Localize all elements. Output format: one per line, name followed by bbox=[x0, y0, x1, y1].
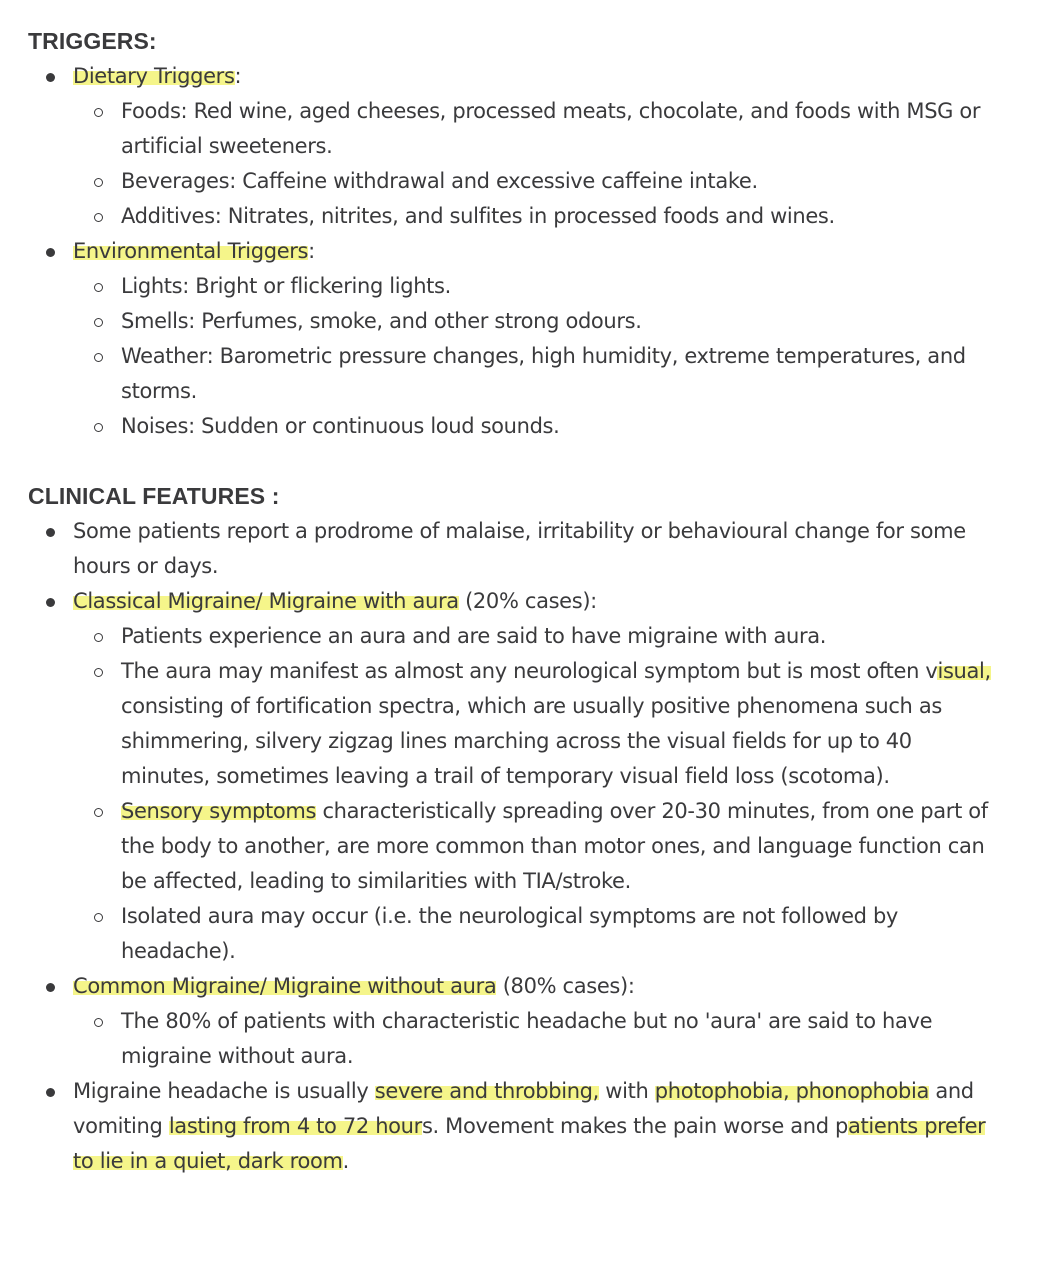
text-run: Lights: Bright or flickering lights. bbox=[121, 274, 451, 298]
highlighted-text: atients prefer to lie in a quiet, dark room bbox=[73, 1114, 986, 1173]
text-run: consisting of fortification spectra, which are usually positive phenomena such as shimmering, silvery zigzag lines marching across the visual fields for up to 40 minutes, sometimes leaving a trail of temporary visual field loss (scotoma). bbox=[121, 694, 942, 788]
text-run: Some patients report a prodrome of malaise, irritability or behavioural change for some hours or days. bbox=[73, 519, 966, 578]
text-run: : bbox=[234, 64, 242, 88]
highlighted-text: Dietary Triggers bbox=[73, 64, 235, 88]
list-item bbox=[28, 584, 1042, 969]
list-item-text bbox=[73, 1074, 1042, 1179]
sub-list-item bbox=[28, 1004, 1042, 1074]
list-item bbox=[28, 234, 1042, 444]
clinical-features-heading: CLINICAL FEATURES : bbox=[28, 483, 280, 509]
hollow-bullet-icon bbox=[94, 178, 103, 187]
bullet-icon bbox=[46, 983, 55, 992]
sub-list-item-text bbox=[121, 1004, 1042, 1074]
text-run: Smells: Perfumes, smoke, and other strong odours. bbox=[121, 309, 642, 333]
list-item-text bbox=[73, 514, 1042, 584]
text-run: Patients experience an aura and are said to have migraine with aura. bbox=[121, 624, 827, 648]
hollow-bullet-icon bbox=[94, 318, 103, 327]
text-run: Foods: Red wine, aged cheeses, processed meats, chocolate, and foods with MSG or artificial sweeteners. bbox=[121, 99, 981, 158]
triggers-list bbox=[28, 59, 1042, 444]
hollow-bullet-icon bbox=[94, 913, 103, 922]
text-run: The 80% of patients with characteristic headache but no 'aura' are said to have migraine without aura. bbox=[121, 1009, 933, 1068]
sub-list-item-text bbox=[121, 164, 1042, 199]
bullet-icon bbox=[46, 73, 55, 82]
bullet-icon bbox=[46, 528, 55, 537]
hollow-bullet-icon bbox=[94, 808, 103, 817]
highlighted-text: photophobia, phonophobia bbox=[654, 1079, 929, 1103]
highlighted-text: Environmental Triggers bbox=[73, 239, 309, 263]
sub-list-item bbox=[28, 269, 1042, 304]
sub-list-item bbox=[28, 304, 1042, 339]
hollow-bullet-icon bbox=[94, 423, 103, 432]
list-item-text bbox=[73, 59, 1042, 94]
hollow-bullet-icon bbox=[94, 633, 103, 642]
triggers-heading: TRIGGERS: bbox=[28, 28, 157, 54]
list-item-text bbox=[73, 234, 1042, 269]
sub-list-item bbox=[28, 164, 1042, 199]
sub-list-item bbox=[28, 94, 1042, 164]
sub-list-item-text bbox=[121, 269, 1042, 304]
sub-list-item bbox=[28, 654, 1042, 794]
sub-list-item-text bbox=[121, 339, 1042, 409]
text-run: Isolated aura may occur (i.e. the neurological symptoms are not followed by headache). bbox=[121, 904, 899, 963]
sub-list bbox=[73, 619, 1042, 969]
text-run: Beverages: Caffeine withdrawal and excessive caffeine intake. bbox=[121, 169, 758, 193]
sub-list bbox=[73, 269, 1042, 444]
text-run: with bbox=[598, 1079, 655, 1103]
clinical-features-list bbox=[28, 514, 1042, 1179]
sub-list-item bbox=[28, 339, 1042, 409]
list-item-text bbox=[73, 969, 1042, 1004]
sub-list-item-text bbox=[121, 94, 1042, 164]
text-run: Migraine headache is usually bbox=[73, 1079, 375, 1103]
hollow-bullet-icon bbox=[94, 1018, 103, 1027]
sub-list-item bbox=[28, 794, 1042, 899]
text-run: s. Movement makes the pain worse and p bbox=[421, 1114, 848, 1138]
text-run: Noises: Sudden or continuous loud sounds. bbox=[121, 414, 560, 438]
hollow-bullet-icon bbox=[94, 213, 103, 222]
text-run: and vomiting bbox=[73, 1079, 974, 1138]
sub-list-item bbox=[28, 619, 1042, 654]
bullet-icon bbox=[46, 248, 55, 257]
bullet-icon bbox=[46, 1088, 55, 1097]
list-item bbox=[28, 514, 1042, 584]
sub-list-item-text bbox=[121, 619, 1042, 654]
section-spacer bbox=[28, 444, 1042, 479]
highlighted-text: lasting from 4 to 72 hour bbox=[168, 1114, 422, 1138]
list-item-text bbox=[73, 584, 1042, 619]
sub-list bbox=[73, 1004, 1042, 1074]
text-run: characteristically spreading over 20-30 minutes, from one part of the body to another, are more common than motor ones, and language function can be affected, leading to similarities with TIA/stroke. bbox=[121, 799, 988, 893]
hollow-bullet-icon bbox=[94, 668, 103, 677]
sub-list-item bbox=[28, 899, 1042, 969]
text-run: . bbox=[342, 1149, 349, 1173]
sub-list-item bbox=[28, 199, 1042, 234]
sub-list-item-text bbox=[121, 899, 1042, 969]
text-run: (80% cases): bbox=[496, 974, 635, 998]
sub-list-item-text bbox=[121, 304, 1042, 339]
sub-list bbox=[73, 94, 1042, 234]
sub-list-item bbox=[28, 409, 1042, 444]
sub-list-item-text bbox=[121, 409, 1042, 444]
sub-list-item-text bbox=[121, 199, 1042, 234]
highlighted-text: Common Migraine/ Migraine without aura bbox=[73, 974, 497, 998]
text-run: : bbox=[308, 239, 315, 263]
text-run: Additives: Nitrates, nitrites, and sulfites in processed foods and wines. bbox=[121, 204, 835, 228]
highlighted-text: Sensory symptoms bbox=[121, 799, 317, 823]
text-run: Weather: Barometric pressure changes, high humidity, extreme temperatures, and storms. bbox=[121, 344, 966, 403]
hollow-bullet-icon bbox=[94, 283, 103, 292]
hollow-bullet-icon bbox=[94, 108, 103, 117]
sub-list-item-text bbox=[121, 794, 1042, 899]
text-run: (20% cases): bbox=[458, 589, 597, 613]
highlighted-text: Classical Migraine/ Migraine with aura bbox=[73, 589, 459, 613]
bullet-icon bbox=[46, 598, 55, 607]
hollow-bullet-icon bbox=[94, 353, 103, 362]
list-item bbox=[28, 1074, 1042, 1179]
highlighted-text: isual, bbox=[937, 659, 991, 683]
list-item bbox=[28, 59, 1042, 234]
text-run: The aura may manifest as almost any neurological symptom but is most often v bbox=[121, 659, 938, 683]
list-item bbox=[28, 969, 1042, 1074]
highlighted-text: severe and throbbing, bbox=[374, 1079, 599, 1103]
sub-list-item-text bbox=[121, 654, 1042, 794]
